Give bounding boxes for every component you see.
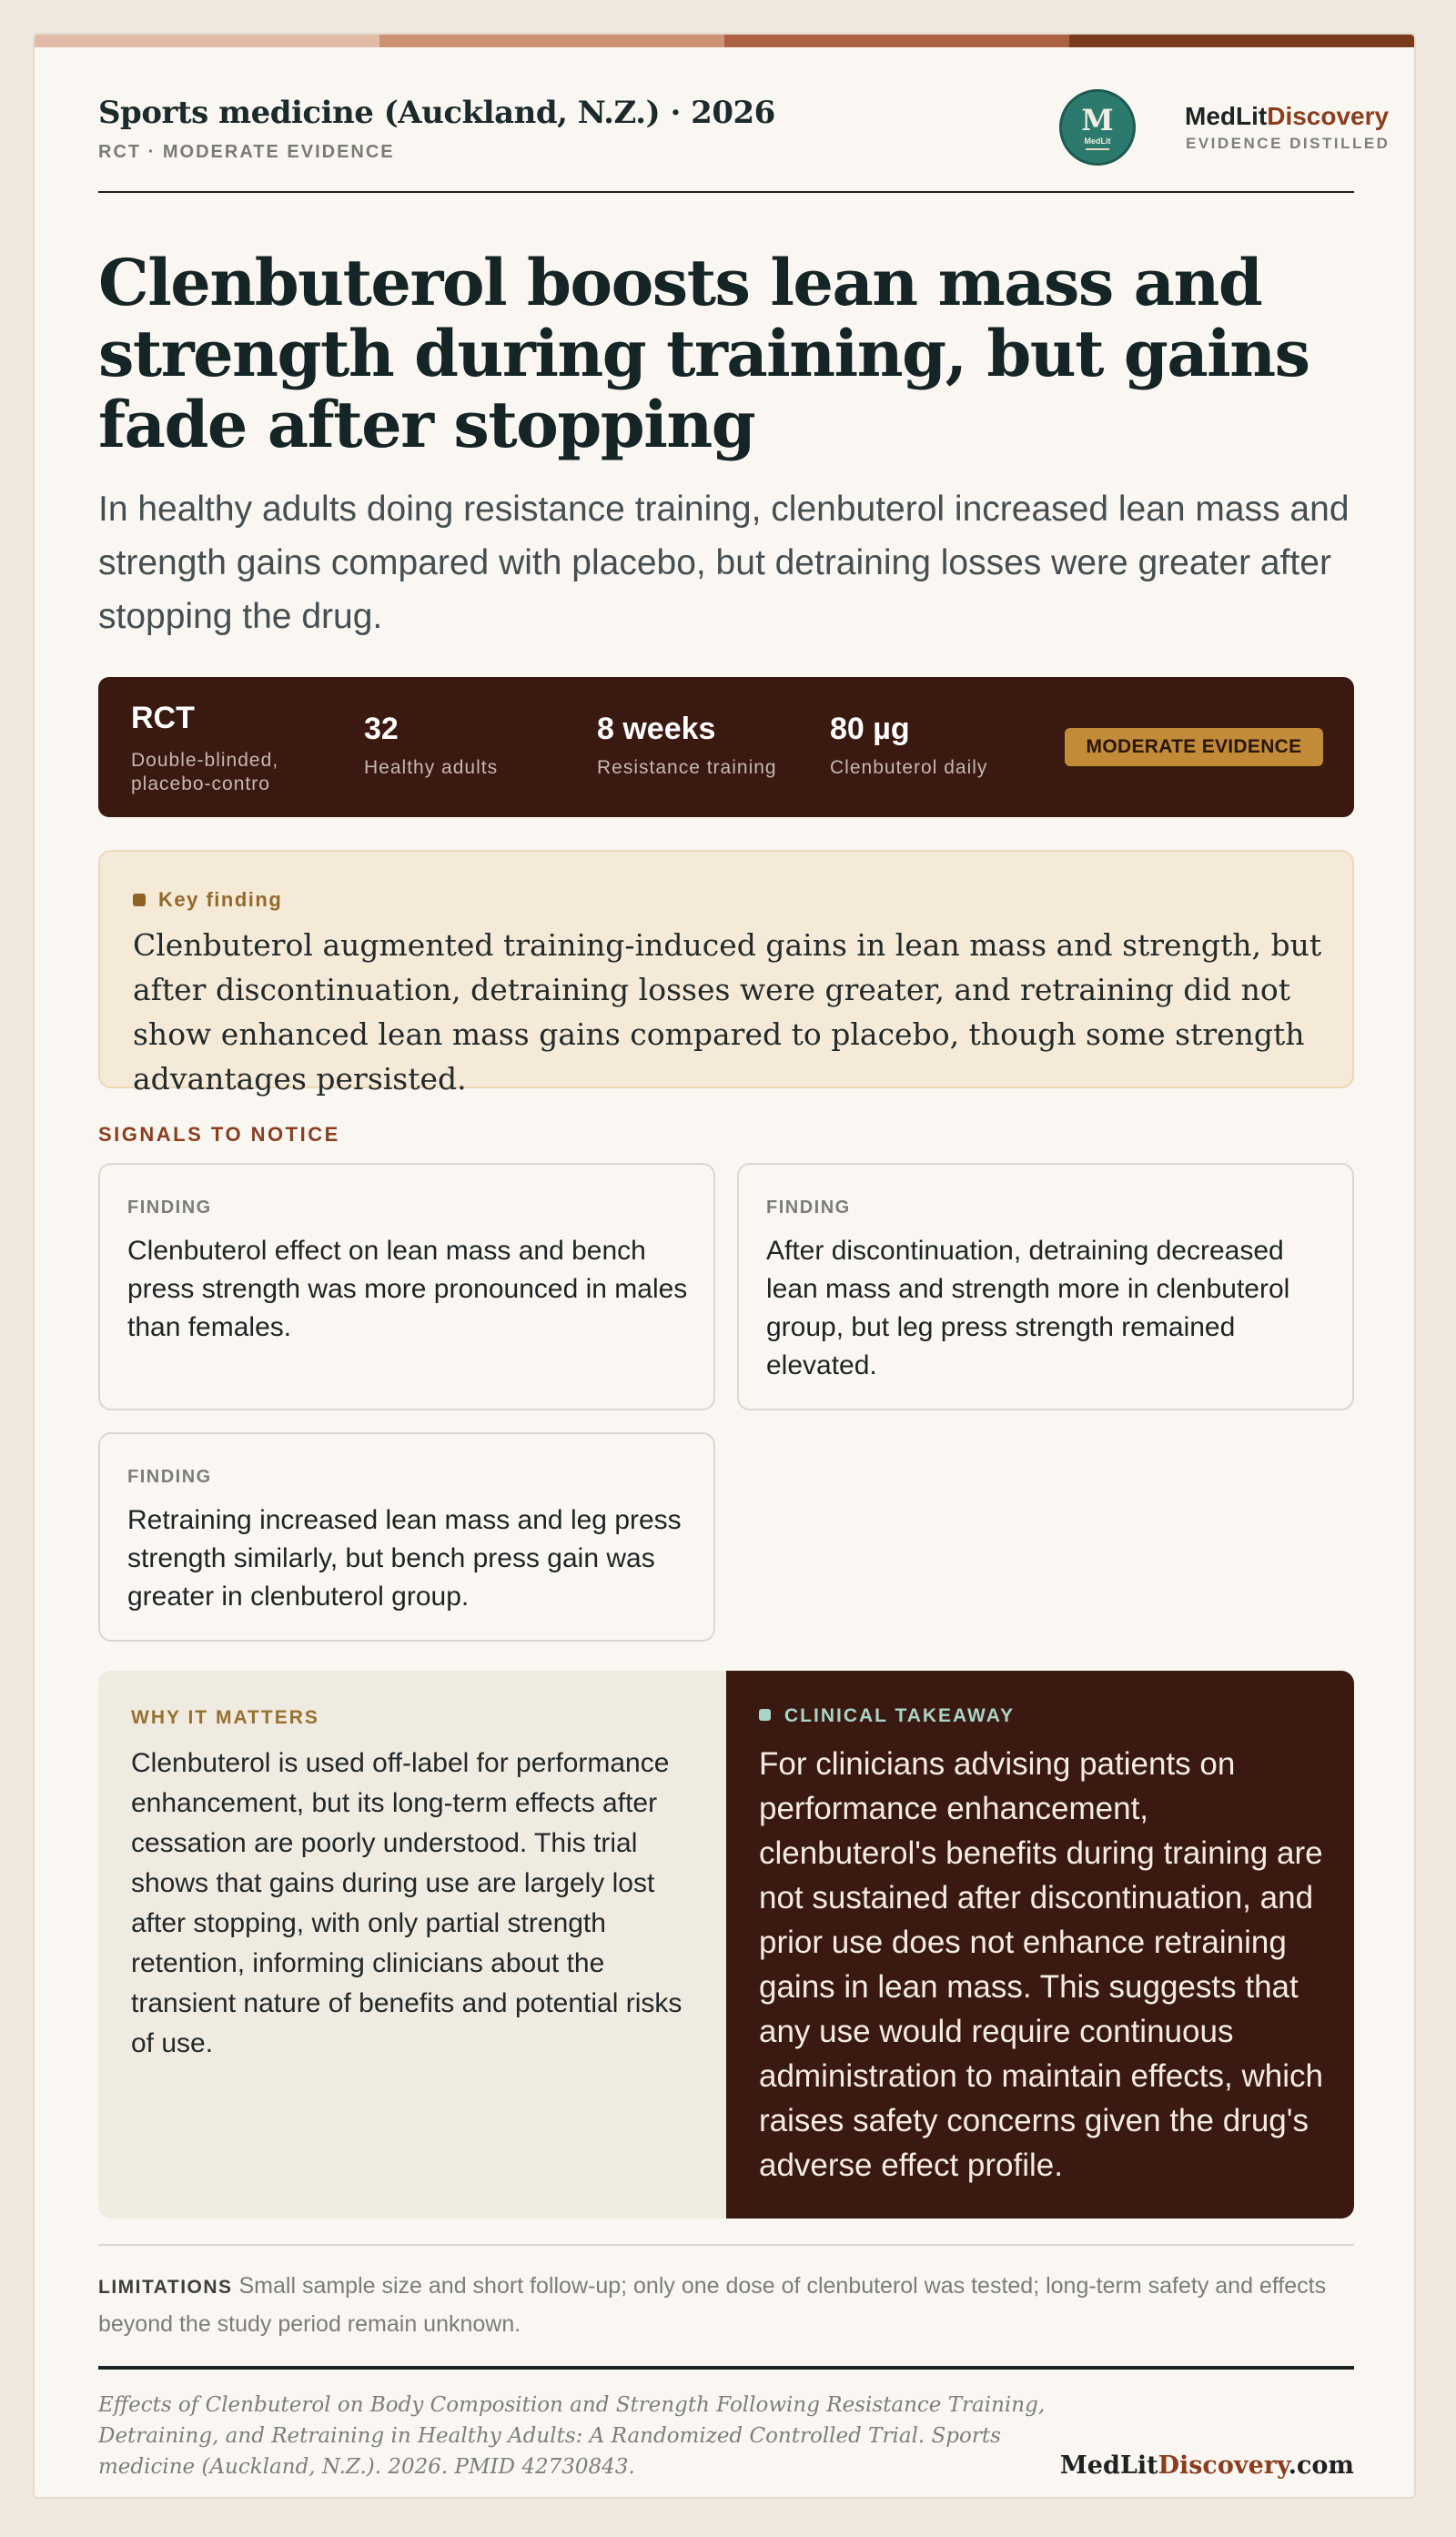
- medlit-logo: M MedLit: [1059, 89, 1136, 166]
- brand-name[interactable]: MedLitDiscovery: [1185, 102, 1390, 130]
- headline: Clenbuterol boosts lean mass and strength during training, but gains fade after stopping: [98, 245, 1309, 462]
- study-type-subhead: RCT · MODERATE EVIDENCE: [98, 142, 395, 162]
- limitations: [98, 2268, 1354, 2342]
- key-finding-box: [98, 850, 1354, 1097]
- finding-card: FINDING After discontinuation, detraining decreased lean mass and strength more in clenbuterol group, but leg press strength remained elevated.: [737, 1163, 1354, 1410]
- key-finding-marker: [133, 894, 146, 906]
- stat-design: RCT Double-blinded, placebo-contro: [131, 701, 279, 794]
- finding-card: FINDING Clenbuterol effect on lean mass and bench press strength was more pronounced in males than females.: [98, 1163, 715, 1410]
- limitations-label: LIMITATIONS: [98, 2277, 233, 2298]
- signals-heading: SIGNALS TO NOTICE: [98, 1123, 340, 1146]
- stat-dose: 80 µg Clenbuterol daily: [830, 712, 988, 778]
- finding-card: FINDING Retraining increased lean mass and leg press strength similarly, but bench press gain was greater in clenbuterol group.: [98, 1432, 715, 1642]
- takeaway-label: CLINICAL TAKEAWAY: [784, 1705, 1015, 1726]
- stat-duration: 8 weeks Resistance training: [597, 712, 777, 778]
- footer-brand-link[interactable]: MedLitDiscovery.com: [1059, 2451, 1354, 2480]
- header-divider: [98, 191, 1354, 193]
- key-finding-text: Clenbuterol augmented training-induced gains in lean mass and strength, but after discontinuation, detraining losses were greater, and retraining did not show enhanced lean mass gains compared to placebo, though some strength advantages persisted.: [133, 927, 1322, 1097]
- stat-sample-size: 32 Healthy adults: [364, 712, 499, 778]
- limitations-divider: [98, 2244, 1354, 2246]
- why-label: WHY IT MATTERS: [131, 1707, 319, 1728]
- journal-title: Sports medicine (Auckland, N.Z.) · 2026: [98, 95, 775, 131]
- study-stats-bar: [98, 677, 1354, 817]
- summary-card: [33, 33, 1416, 2499]
- clinical-takeaway-panel: [726, 1671, 1354, 2219]
- lead-summary: In healthy adults doing resistance training, clenbuterol increased lean mass and strength gains compared with placebo, but detraining losses were greater after stopping the drug.: [98, 490, 1350, 636]
- accent-stripe: [35, 35, 1414, 47]
- citation: Effects of Clenbuterol on Body Composition and Strength Following Resistance Training, Detraining, and Retraining in Healthy Adults: A Randomized Controlled Trial. Sports medicine (Auckland, N.Z.). 2026. PMID 42730843.: [98, 2393, 1046, 2479]
- takeaway-text: For clinicians advising patients on performance enhancement, clenbuterol's benefits during training are not sustained after discontinuation, and prior use does not enhance retraining gains in lean mass. This suggests that any use would require continuous administration to maintain effects, which raises safety concerns given the drug's adverse effect profile.: [759, 1746, 1323, 2183]
- takeaway-marker: [759, 1709, 771, 1721]
- limitations-text: Small sample size and short follow-up; only one dose of clenbuterol was tested; long-term safety and effects beyond the study period remain unknown.: [98, 2273, 1327, 2337]
- key-finding-label: Key finding: [158, 888, 283, 911]
- evidence-badge: MODERATE EVIDENCE: [1065, 728, 1323, 766]
- why-it-matters-panel: [98, 1671, 726, 2219]
- brand-tagline: EVIDENCE DISTILLED: [1186, 135, 1390, 152]
- why-text: Clenbuterol is used off-label for performance enhancement, but its long-term effects after cessation are poorly understood. This trial shows that gains during use are largely lost after stopping, with only partial strength retention, informing clinicians about the transient nature of benefits and potential risks of use.: [131, 1748, 682, 2058]
- footer-divider: [98, 2366, 1354, 2370]
